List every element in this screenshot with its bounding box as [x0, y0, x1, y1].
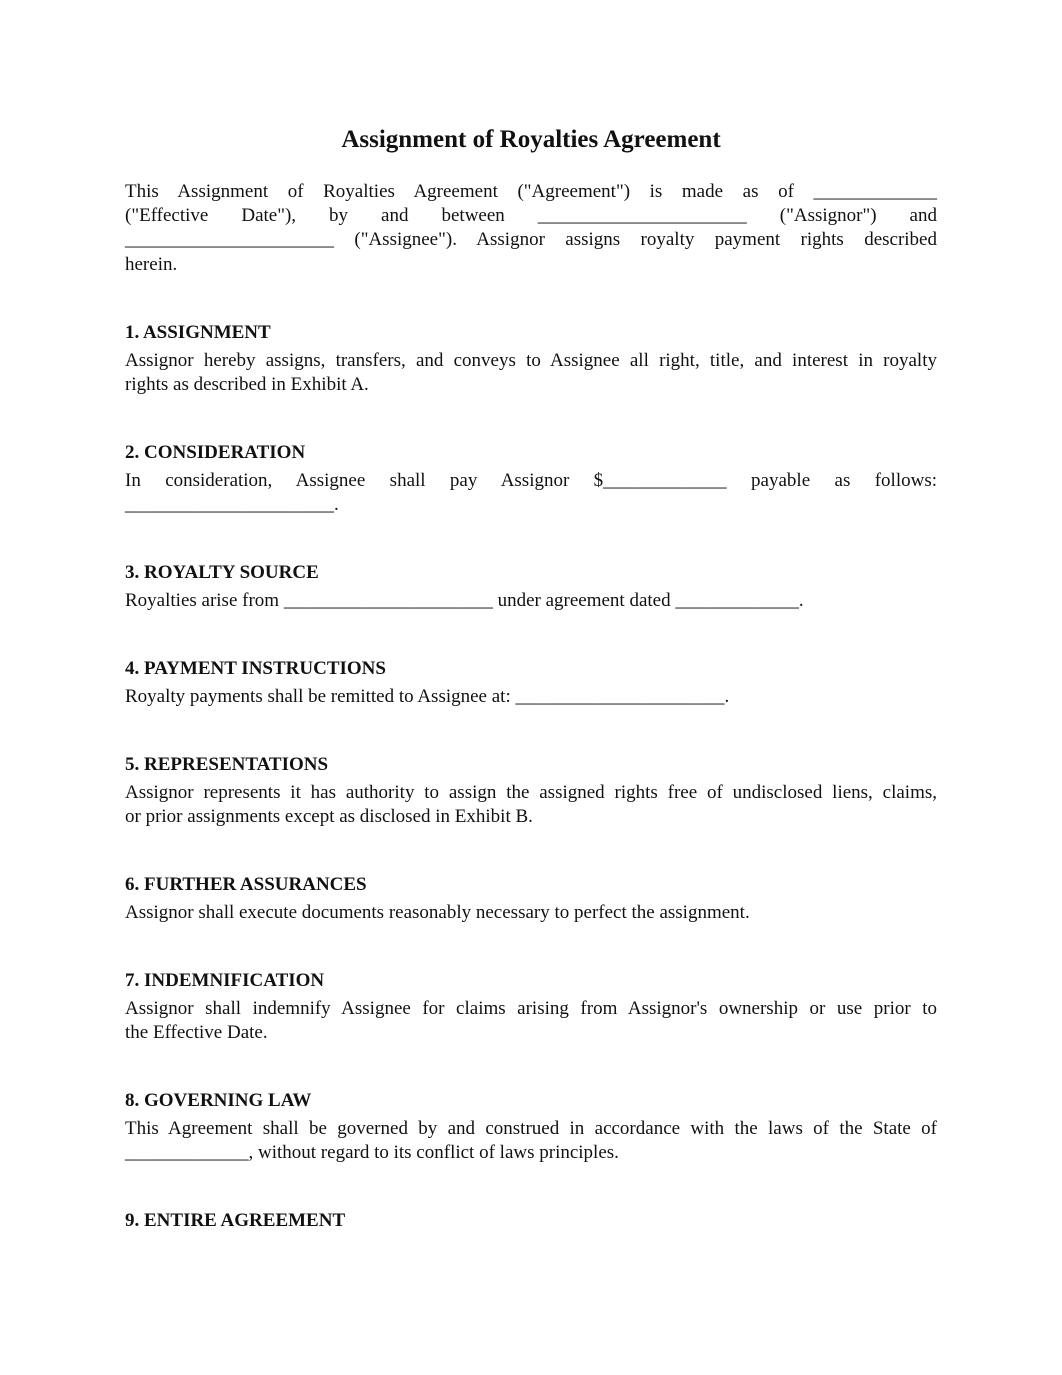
intro-line: ("Effective Date"), by and between ______________________ ("Assignor") and: [125, 205, 937, 226]
intro-line: ______________________ ("Assignee"). Assignor assigns royalty payment rights described: [125, 229, 937, 250]
section-heading-consideration: 2. CONSIDERATION: [125, 442, 306, 463]
section-heading-assignment: 1. ASSIGNMENT: [125, 322, 271, 343]
intro-line: This Assignment of Royalties Agreement ("Agreement") is made as of _____________: [125, 181, 937, 202]
section-body-line: Assignor shall indemnify Assignee for claims arising from Assignor's ownership or use prior to: [125, 998, 937, 1019]
section-body-line: ______________________.: [125, 494, 339, 515]
section-body-line: Royalty payments shall be remitted to Assignee at: ______________________.: [125, 686, 730, 707]
section-heading-further-assurances: 6. FURTHER ASSURANCES: [125, 874, 367, 895]
section-body-line: In consideration, Assignee shall pay Assignor $_____________ payable as follows:: [125, 470, 937, 491]
section-heading-representations: 5. REPRESENTATIONS: [125, 754, 329, 775]
section-body-line: _____________, without regard to its conflict of laws principles.: [125, 1142, 619, 1163]
section-heading-indemnification: 7. INDEMNIFICATION: [125, 970, 325, 991]
section-body-line: Royalties arise from ______________________ under agreement dated _____________.: [125, 590, 804, 611]
section-heading-royalty-source: 3. ROYALTY SOURCE: [125, 562, 319, 583]
section-body-line: the Effective Date.: [125, 1022, 268, 1043]
section-body-line: Assignor hereby assigns, transfers, and conveys to Assignee all right, title, and interest in royalty: [125, 350, 937, 371]
section-body-line: Assignor shall execute documents reasonably necessary to perfect the assignment.: [125, 902, 750, 923]
section-heading-payment-instructions: 4. PAYMENT INSTRUCTIONS: [125, 658, 386, 679]
section-body-line: rights as described in Exhibit A.: [125, 374, 369, 395]
section-heading-governing-law: 8. GOVERNING LAW: [125, 1090, 312, 1111]
section-body-line: Assignor represents it has authority to assign the assigned rights free of undisclosed liens, claims,: [125, 782, 937, 803]
intro-line: herein.: [125, 254, 178, 275]
document-title: Assignment of Royalties Agreement: [341, 126, 721, 153]
section-body-line: or prior assignments except as disclosed in Exhibit B.: [125, 806, 533, 827]
section-body-line: This Agreement shall be governed by and construed in accordance with the laws of the State of: [125, 1118, 937, 1139]
section-heading-entire-agreement: 9. ENTIRE AGREEMENT: [125, 1210, 346, 1231]
